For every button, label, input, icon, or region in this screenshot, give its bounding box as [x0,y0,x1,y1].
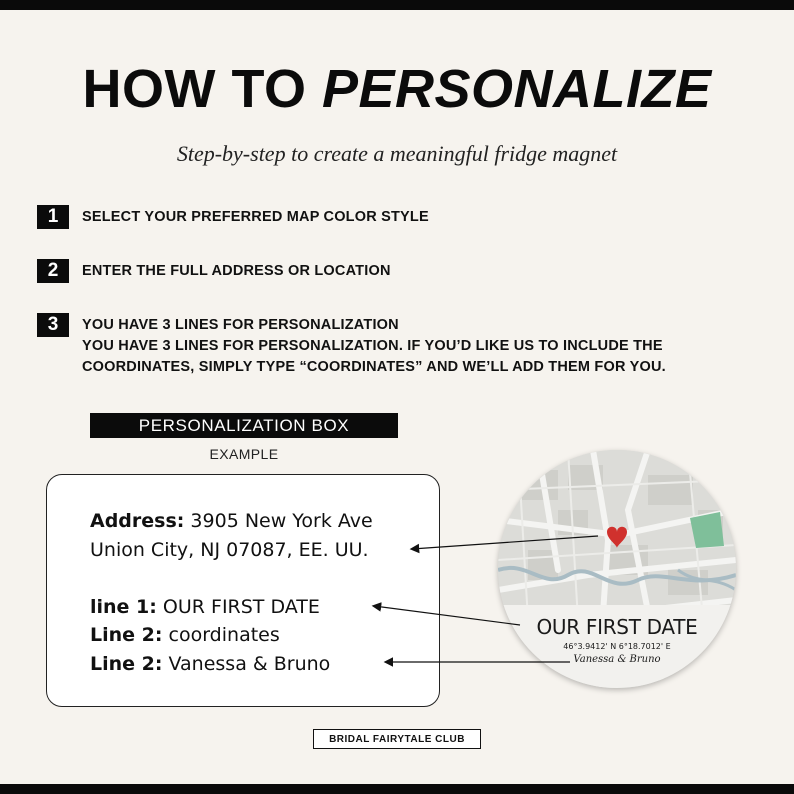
step-text-line: YOU HAVE 3 LINES FOR PERSONALIZATION. IF YOU’D LIKE US TO INCLUDE THE [82,338,663,354]
step-text-line: COORDINATES, SIMPLY TYPE “COORDINATES” AND WE’LL ADD THEM FOR YOU. [82,359,666,375]
line-value: Vanessa & Bruno [162,653,331,675]
arrow-line-1 [374,606,520,625]
bottom-border-bar [0,784,794,794]
magnet-names: Vanessa & Bruno [573,654,661,665]
line-value: OUR FIRST DATE [156,596,320,618]
title-plain: HOW TO [82,59,307,119]
step-text: SELECT YOUR PREFERRED MAP COLOR STYLE [82,209,429,225]
brand-footer-badge: BRIDAL FAIRYTALE CLUB [313,729,481,749]
magnet-coordinates: 46°3.9412' N 6°18.7012' E [563,642,671,651]
page-subtitle: Step-by-step to create a meaningful fridge magnet [176,141,618,166]
address-line-2: Union City, NJ 07087, EE. UU. [90,539,369,561]
example-label: EXAMPLE [209,446,279,462]
address-key: Address: [90,510,185,532]
step-text: ENTER THE FULL ADDRESS OR LOCATION [82,263,391,279]
magnet-title: OUR FIRST DATE [536,615,698,639]
line-key: line 1: [90,596,157,618]
line-key: Line 2: [90,653,163,675]
step-text-line: YOU HAVE 3 LINES FOR PERSONALIZATION [82,317,399,333]
arrow-address [412,536,598,549]
title-emphasis: PERSONALIZE [321,59,712,119]
address-value: 3905 New York Ave [184,510,373,532]
step-number-badge: 3 [37,313,69,337]
line-value: coordinates [162,624,280,646]
step-number-badge: 2 [37,259,69,283]
step-number-badge: 1 [37,205,69,229]
personalization-box-label: PERSONALIZATION BOX [90,413,398,438]
line-key: Line 2: [90,624,163,646]
